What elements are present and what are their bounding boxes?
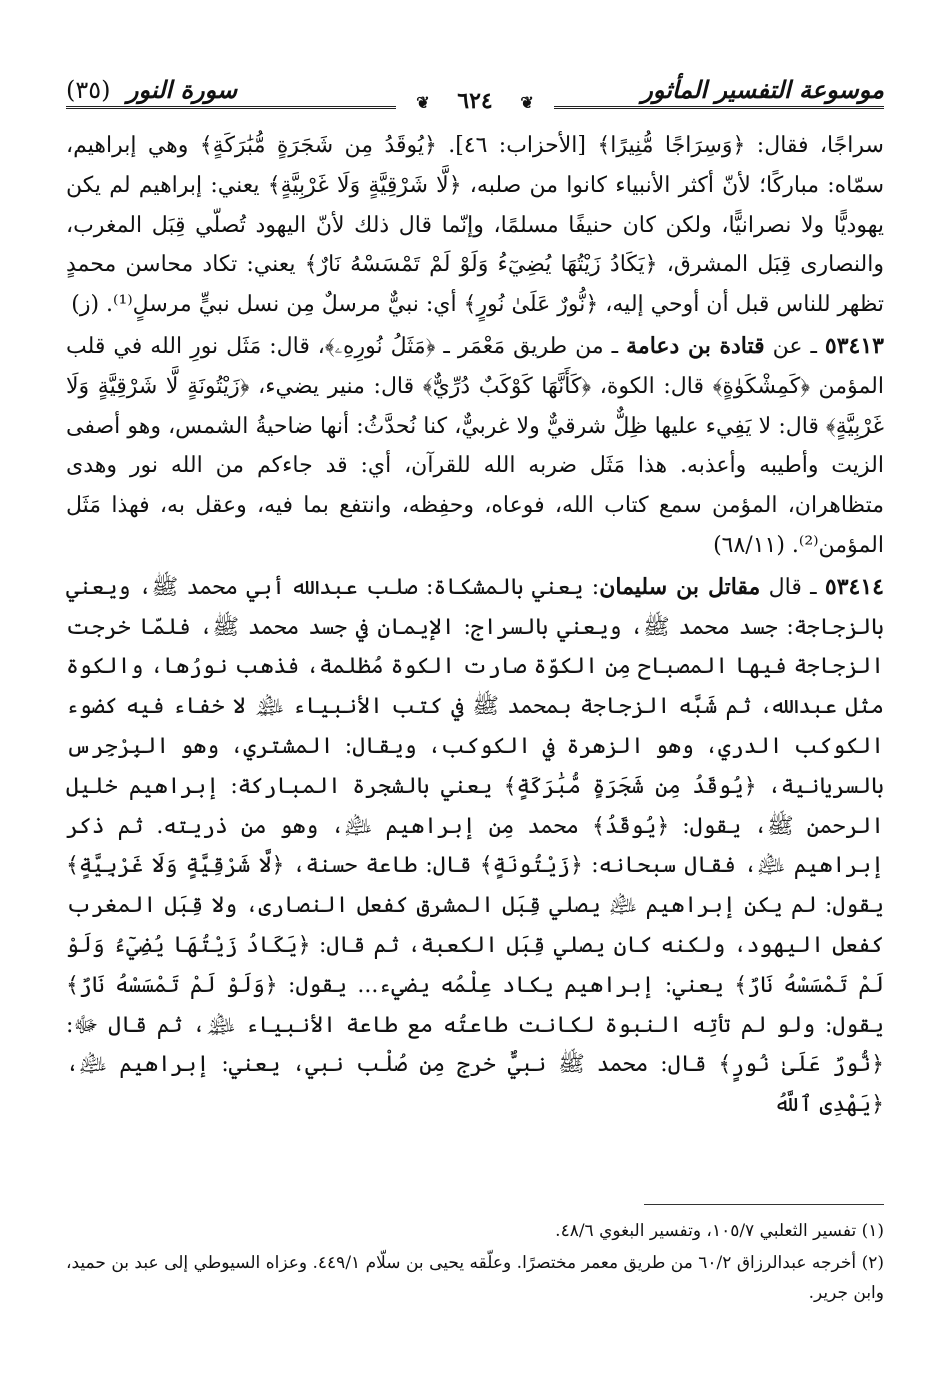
entry-text: ـ من طريق مَعْمَر ـ ﴿مَثَلُ نُورِهِۦ﴾، قال: مَثَل نورِ الله في قلب المؤمن ﴿كَمِشْكَوٰةٍ﴾ قال: الكوة، ﴿كَأَنَّهَا كَوْكَبٌ دُرِّيٌّ﴾ قال: منير يضيء، ﴿زَيْتُونَةٍ لَّا شَرْقِيَّةٍ وَلَا غَرْبِيَّةٍ﴾ قال: لا يَفِيء عليها ظِلٌّ شرقيٌّ ولا غربيٌّ، كنا نُحدَّثُ: أنها ضاحيةُ الشمس، وهو أصفى الزيت وأطيبه وأعذبه. هذا مَثَل ضربه الله للقرآن، أي: قد جاءكم من الله نور وهدى متظاهران، المؤمن سمع كتاب الله، فوعاه، وحفِظه، وانتفع بما فيه، وعقل به، فهذا مَثَل المؤمن⁽²⁾. (٦٨/١١) — [66, 333, 884, 558]
narrator-name: قتادة بن دعامة — [626, 332, 765, 359]
footnotes — [66, 1216, 884, 1310]
verse-number: (٣٥) — [66, 76, 111, 104]
entry-prefix: ـ قال — [760, 574, 825, 600]
footnote-divider — [644, 1204, 884, 1205]
entry-53414 — [66, 568, 884, 1125]
entry-number: ٥٣٤١٤ — [824, 573, 884, 600]
footnote-1: (١) تفسير الثعلبي ١٠٥/٧، وتفسير البغوي ٤٨/٦. — [555, 1221, 884, 1241]
surah-title: سورة النور — [126, 75, 238, 104]
ornament-left-icon: ❦ — [406, 93, 439, 112]
footnote-2: (٢) أخرجه عبدالرزاق ٦٠/٢ من طريق معمر مختصرًا. وعلّقه يحيى بن سلّام ٤٤٩/١. وعزاه السيوطي إلى عبد بن حميد، وابن جرير. — [66, 1253, 884, 1303]
main-text — [66, 126, 884, 1125]
page-number: ٦٢٤ — [447, 88, 502, 114]
entry-number: ٥٣٤١٣ — [824, 332, 884, 359]
entry-53413 — [66, 327, 884, 566]
paragraph-continuation: سراجًا، فقال: ﴿وَسِرَاجًا مُّنِيرًا﴾ [الأحزاب: ٤٦]. ﴿يُوقَدُ مِن شَجَرَةٍ مُّبَٰرَكَةٍ﴾ وهي إبراهيم، سمّاه: مباركًا؛ لأنّ أكثر الأنبياء كانوا من صلبه، ﴿لَّا شَرْقِيَّةٍ وَلَا غَرْبِيَّةٍ﴾ يعني: إبراهيم لم يكن يهوديًّا ولا نصرانيًّا، ولكن كان حنيفًا مسلمًا، وإنّما قال ذلك لأنّ اليهود تُصلّي قِبَل المغرب، والنصارى قِبَل المشرق، ﴿يَكَادُ زَيْتُهَا يُضِيٓءُ وَلَوْ لَمْ تَمْسَسْهُ نَارٌ﴾ يعني: تكاد محاسن محمدٍ تظهر للناس قبل أن أوحي إليه، ﴿نُّورٌ عَلَىٰ نُورٍ﴾ أي: نبيٌّ مرسلٌ مِن نسل نبيٍّ مرسلٍ⁽¹⁾. (ز) — [66, 133, 884, 318]
narrator-name: مقاتل بن سليمان — [599, 573, 761, 600]
entry-text: : يعني بالمشكاة: صلب عبدالله أبي محمد ﷺ، ويعني بالزجاجة: جسد محمد ﷺ، ويعني بالسراج: الإيمان في جسد محمد ﷺ، فلمّا خرجت الزجاجة فيها المصباح مِن الكوّة صارت الكوة مُظلمة، فذهب نورُها، والكوة مثل عبدالله، ثم شَبَّه الزجاجة بمحمد ﷺ في كتب الأنبياء ﵈ لا خفاء فيه كضوء الكوكب الدري، وهو الزهرة في الكوكب، ويقال: المشتري، وهو البِرْجِرس بالسريانية، ﴿يُوقَدُ مِن شَجَرَةٍ مُّبَٰرَكَةٍ﴾ يعني بالشجرة المباركة: إبراهيم خليل الرحمن ﷺ، يقول: ﴿يُوقَدُ﴾ محمد مِن إبراهيم ﵇، وهو من ذريته. ثم ذكر إبراهيم ﵇، فقال سبحانه: ﴿زَيْتُونَةٍ﴾ قال: طاعة حسنة، ﴿لَّا شَرْقِيَّةٍ وَلَا غَرْبِيَّةٍ﴾ يقول: لم يكن إبراهيم ﵇ يصلي قِبَل المشرق كفعل النصارى، ولا قِبَل المغرب كفعل اليهود، ولكنه كان يصلي قِبَل الكعبة، ثم قال: ﴿يَكَادُ زَيْتُهَا يُضِيٓءُ وَلَوْ لَمْ تَمْسَسْهُ نَارٌ﴾ يعني: إبراهيم يكاد عِلْمُه يضيء... يقول: ﴿وَلَوْ لَمْ تَمْسَسْهُ نَارٌ﴾ يقول: ولو لم تأتِه النبوة لكانت طاعتُه مع طاعة الأنبياء ﵈، ثم قال ﷻ: ﴿نُّورٌ عَلَىٰ نُورٍ﴾ قال: محمد ﷺ نبيٌّ خرج مِن صُلْب نبي، يعني: إبراهيم ﵇، ﴿يَهْدِى ٱللَّهُ — [66, 574, 884, 1118]
book-title: موسوعة التفسير المأثور — [641, 75, 884, 104]
page-number-block — [0, 88, 950, 114]
entry-prefix: ـ عن — [764, 333, 825, 359]
ornament-right-icon: ❦ — [510, 93, 543, 112]
